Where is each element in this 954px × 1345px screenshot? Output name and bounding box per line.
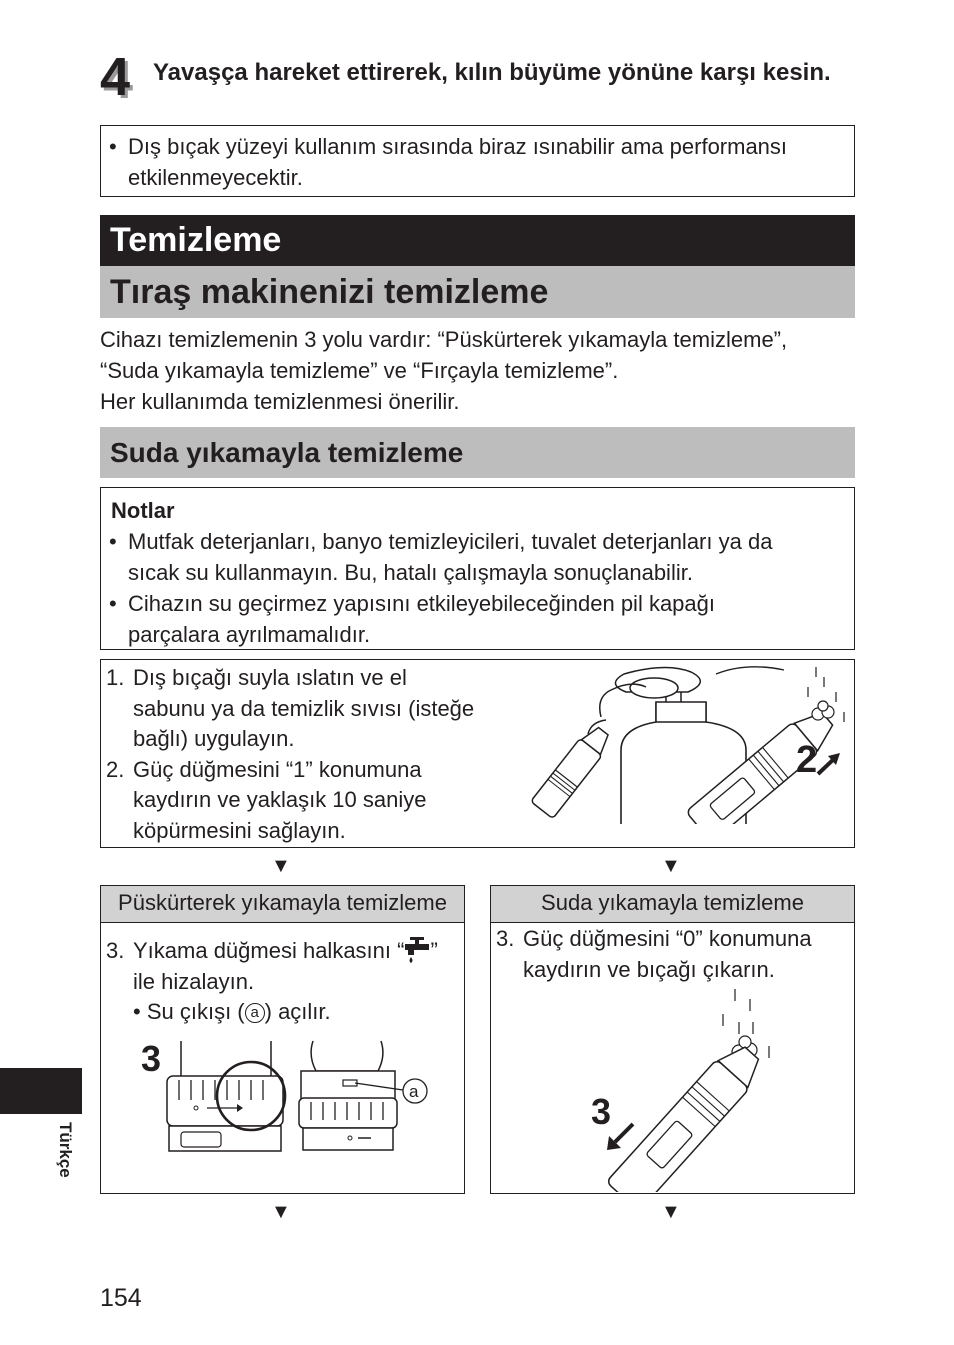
- outlet-callout: a: [409, 1082, 419, 1101]
- section-title: Temizleme: [100, 215, 855, 266]
- step-number: 4: [100, 47, 131, 107]
- section-subtitle: Tıraş makinenizi temizleme: [100, 266, 855, 318]
- wash-ring-illustration: [103, 1036, 463, 1186]
- figure-label-3: 3: [141, 1038, 162, 1079]
- steps-1-2-text: [106, 663, 506, 846]
- step-line: 3. Yıkama düğmesi halkasını “ ”: [106, 938, 438, 963]
- step-line: 1. Dış bıçağı suyla ıslatın ve el: [106, 665, 407, 690]
- water-wash-step: [496, 924, 851, 985]
- step-line: köpürmesini sağlayın.: [133, 817, 346, 843]
- notes-box: [100, 487, 855, 650]
- heat-note-box: [100, 125, 855, 197]
- spray-wash-caption: Püskürterek yıkamayla temizleme: [101, 886, 464, 923]
- step-line: bağlı) uygulayın.: [133, 726, 295, 751]
- step-line: kaydırın ve yaklaşık 10 saniye: [133, 787, 427, 812]
- notes-title: Notlar: [111, 498, 175, 523]
- down-arrow-icon: ▼: [271, 1201, 291, 1223]
- water-wash-box: [490, 885, 855, 1194]
- water-wash-caption: Suda yıkamayla temizleme: [491, 886, 854, 923]
- step-line: 2. Güç düğmesini “1” konumuna: [106, 756, 422, 782]
- down-arrow-icon: ▼: [271, 855, 291, 877]
- figure-label-3: 3: [591, 1091, 612, 1132]
- note-text: • Mutfak deterjanları, banyo temizleyicileri, tuvalet deterjanları ya da: [128, 529, 773, 554]
- step-sub-line: • Su çıkışı ( a ) açılır.: [133, 999, 331, 1024]
- outlet-marker: a: [245, 1003, 265, 1023]
- trimmer-left-icon: [531, 723, 615, 819]
- down-arrow-icon: ▼: [661, 1201, 681, 1223]
- language-tab: [0, 1068, 82, 1114]
- figure-label-2: 2: [796, 739, 818, 781]
- intro-line: Cihazı temizlemenin 3 yolu vardır: “Püskürterek yıkamayla temizleme”,: [100, 327, 788, 352]
- note-item: [101, 588, 844, 650]
- step-line: ile hizalayın.: [133, 968, 255, 994]
- note-text: sıcak su kullanmayın. Bu, hatalı çalışmayla sonuçlanabilir.: [128, 560, 693, 585]
- step-line: sabunu ya da temizlik sıvısı (isteğe: [133, 695, 475, 721]
- spray-wash-step: [106, 936, 461, 1028]
- soap-and-trimmer-illustration: [506, 662, 854, 824]
- steps-1-2-box: [100, 659, 855, 848]
- subsection-title: Suda yıkamayla temizleme: [100, 427, 855, 478]
- heat-note: • Dış bıçak yüzeyi kullanım sırasında biraz ısınabilir ama performansı etkilenmeyecektir.: [101, 131, 834, 193]
- spray-wash-box: [100, 885, 465, 1194]
- language-label: Türkçe: [56, 1122, 75, 1178]
- step-line: kaydırın ve bıçağı çıkarın.: [523, 956, 775, 982]
- faucet-icon: [404, 936, 430, 964]
- trimmer-icon: [606, 1038, 768, 1192]
- intro-paragraph: [100, 324, 860, 417]
- note-text: • Cihazın su geçirmez yapısını etkileyebileceğinden pil kapağı: [128, 591, 715, 616]
- trimmer-rinse-illustration: [493, 984, 853, 1192]
- down-arrow-icon: ▼: [661, 855, 681, 877]
- step-heading: Yavaşça hareket ettirerek, kılın büyüme yönüne karşı kesin.: [153, 59, 831, 86]
- note-item: [101, 526, 844, 588]
- page-number: 154: [100, 1284, 142, 1312]
- intro-line: “Suda yıkamayla temizleme” ve “Fırçayla temizleme”.: [100, 358, 619, 383]
- step-line: 3. Güç düğmesini “0” konumuna: [496, 926, 812, 951]
- note-text: parçalara ayrılmamalıdır.: [128, 622, 371, 647]
- intro-line: Her kullanımda temizlenmesi önerilir.: [100, 389, 460, 414]
